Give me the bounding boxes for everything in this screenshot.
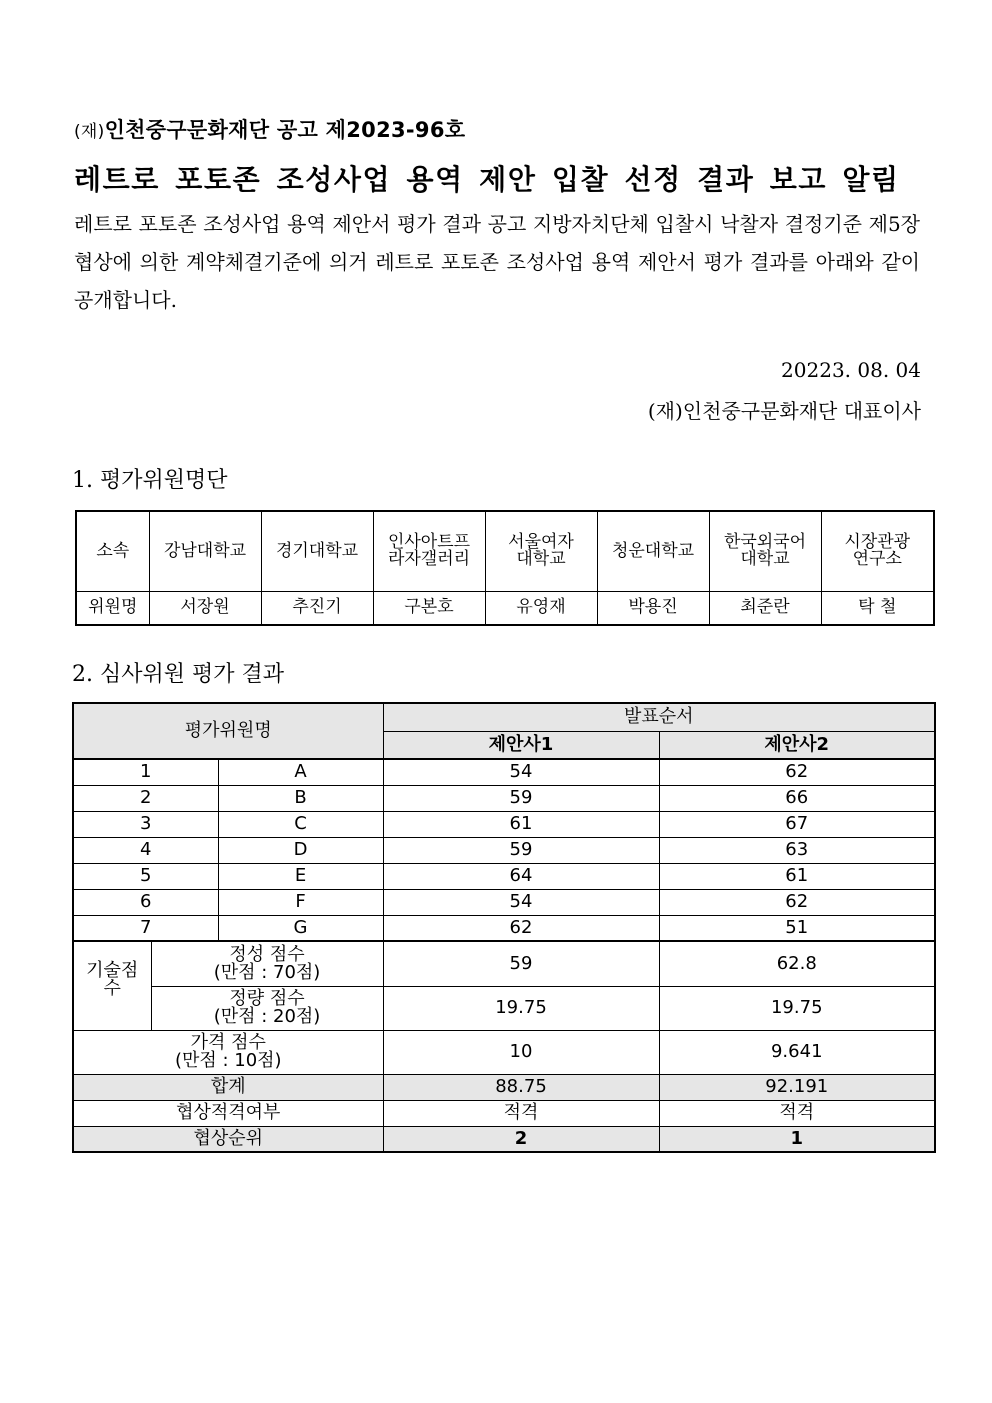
- total-row: [73, 1074, 935, 1100]
- evaluator-name: F: [218, 889, 383, 915]
- qualitative-label: [151, 941, 383, 986]
- score-c1: 59: [383, 785, 659, 811]
- price-c2: 9.641: [659, 1030, 935, 1074]
- member-cell: 구본호: [373, 591, 485, 625]
- qualitative-label-text: 정성 점수: [229, 943, 305, 965]
- affiliation-cell: 강남대학교: [149, 511, 261, 591]
- evaluator-no: 4: [73, 837, 218, 863]
- affiliation-cell: 경기대학교: [261, 511, 373, 591]
- score-c1: 62: [383, 915, 659, 941]
- score-row: [73, 759, 935, 785]
- notice-number-text: 인천중구문화재단 공고 제2023-96호: [104, 118, 466, 142]
- score-c1: 54: [383, 889, 659, 915]
- member-row: [76, 591, 934, 625]
- member-cell: 유영재: [485, 591, 597, 625]
- score-c2: 51: [659, 915, 935, 941]
- score-c1: 61: [383, 811, 659, 837]
- section2-title: 2. 심사위원 평가 결과: [72, 662, 284, 687]
- total-label: 합계: [73, 1074, 383, 1100]
- score-c2: 63: [659, 837, 935, 863]
- member-cell: 박용진: [597, 591, 709, 625]
- affiliation-cell: 서울여자 대학교: [485, 511, 597, 591]
- member-label: 위원명: [76, 591, 149, 625]
- evaluator-no: 5: [73, 863, 218, 889]
- score-row: [73, 785, 935, 811]
- price-max: (만점 : 10점): [174, 1050, 282, 1071]
- evaluator-no: 3: [73, 811, 218, 837]
- rank-row: [73, 1126, 935, 1152]
- member-cell: 최준란: [709, 591, 821, 625]
- evaluator-name: G: [218, 915, 383, 941]
- evaluator-name: B: [218, 785, 383, 811]
- evaluator-name: C: [218, 811, 383, 837]
- quantitative-label-text: 정량 점수: [229, 988, 305, 1009]
- score-row: [73, 863, 935, 889]
- quantitative-c1: 19.75: [383, 986, 659, 1030]
- qualitative-max: (만점 : 70점): [213, 961, 321, 983]
- score-row: [73, 811, 935, 837]
- rank-label: 협상순위: [73, 1126, 383, 1152]
- total-c1: 88.75: [383, 1074, 659, 1100]
- score-row: [73, 889, 935, 915]
- evaluator-name: E: [218, 863, 383, 889]
- notice-prefix: (재): [74, 122, 105, 142]
- score-row: [73, 837, 935, 863]
- eligibility-c2: 적격: [659, 1100, 935, 1126]
- score-c1: 54: [383, 759, 659, 785]
- score-c2: 66: [659, 785, 935, 811]
- member-cell: 탁 철: [821, 591, 934, 625]
- eligibility-c1: 적격: [383, 1100, 659, 1126]
- evaluator-header: 평가위원명: [73, 703, 383, 759]
- evaluator-no: 2: [73, 785, 218, 811]
- affiliation-cell: 청운대학교: [597, 511, 709, 591]
- rank-c1: 2: [383, 1126, 659, 1152]
- score-c2: 62: [659, 759, 935, 785]
- price-label: [73, 1030, 383, 1074]
- notice-number: [74, 114, 465, 144]
- eligibility-row: [73, 1100, 935, 1126]
- affiliation-row: [76, 511, 934, 591]
- total-c2: 92.191: [659, 1074, 935, 1100]
- affiliation-cell: 한국외국어 대학교: [709, 511, 821, 591]
- score-row: [73, 915, 935, 941]
- eval-header-row: [73, 703, 935, 731]
- member-cell: 추진기: [261, 591, 373, 625]
- affiliation-cell: 인사아트프 라자갤러리: [373, 511, 485, 591]
- evaluator-name: D: [218, 837, 383, 863]
- notice-date: 20223. 08. 04: [781, 358, 921, 382]
- evaluator-no: 1: [73, 759, 218, 785]
- issuer: (재)인천중구문화재단 대표이사: [647, 399, 921, 423]
- company-header: 제안사2: [659, 731, 935, 759]
- eligibility-label: 협상적격여부: [73, 1100, 383, 1126]
- member-cell: 서장원: [149, 591, 261, 625]
- rank-c2: 1: [659, 1126, 935, 1152]
- committee-table: [75, 510, 935, 626]
- qualitative-c1: 59: [383, 941, 659, 986]
- qualitative-c2: 62.8: [659, 941, 935, 986]
- evaluator-name: A: [218, 759, 383, 785]
- qualitative-row: [73, 941, 935, 986]
- order-header: 발표순서: [383, 703, 935, 731]
- evaluator-no: 6: [73, 889, 218, 915]
- tech-score-label: 기술점수: [73, 941, 151, 1030]
- score-c2: 61: [659, 863, 935, 889]
- score-c1: 64: [383, 863, 659, 889]
- quantitative-max: (만점 : 20점): [213, 1006, 321, 1027]
- evaluator-no: 7: [73, 915, 218, 941]
- price-label-text: 가격 점수: [190, 1032, 266, 1053]
- affiliation-cell: 시장관광 연구소: [821, 511, 934, 591]
- score-c2: 62: [659, 889, 935, 915]
- price-row: [73, 1030, 935, 1074]
- score-c1: 59: [383, 837, 659, 863]
- company-header: 제안사1: [383, 731, 659, 759]
- score-c2: 67: [659, 811, 935, 837]
- quantitative-row: [73, 986, 935, 1030]
- affiliation-label: 소속: [76, 511, 149, 591]
- section1-title: 1. 평가위원명단: [72, 468, 228, 493]
- quantitative-label: [151, 986, 383, 1030]
- intro-paragraph: 레트로 포토존 조성사업 용역 제안서 평가 결과 공고 지방자치단체 입찰시 낙찰자 결정기준 제5장 협상에 의한 계약체결기준에 의거 레트로 포토존 조성사업 용역 제안서 평가 결과를 아래와 같이 공개합니다.: [74, 212, 920, 312]
- document-title: 레트로 포토존 조성사업 용역 제안 입찰 선정 결과 보고 알림: [74, 163, 900, 196]
- evaluation-table: [72, 702, 936, 1153]
- price-c1: 10: [383, 1030, 659, 1074]
- quantitative-c2: 19.75: [659, 986, 935, 1030]
